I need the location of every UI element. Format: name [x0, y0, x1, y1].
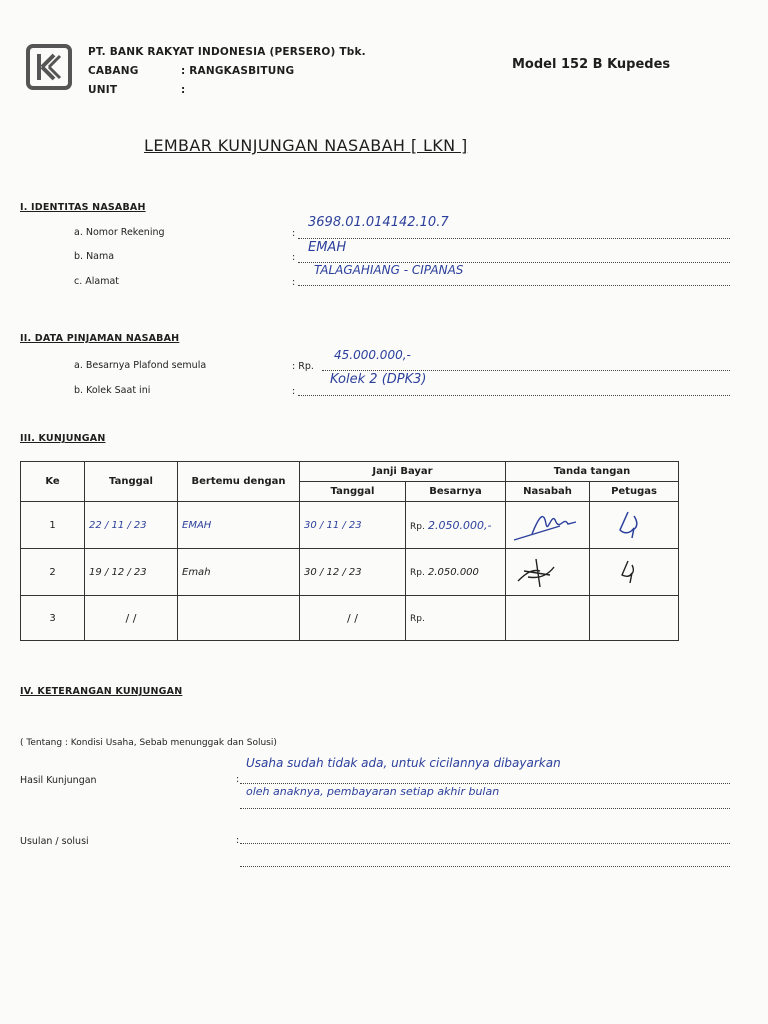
unit-label: UNIT	[88, 84, 118, 96]
cell-ke: 2	[21, 549, 85, 596]
nasabah-signature	[510, 504, 594, 544]
cell-janji-tanggal: / /	[300, 596, 406, 641]
section-pinjaman-heading: II. DATA PINJAMAN NASABAH	[20, 333, 180, 344]
col-ke: Ke	[21, 462, 85, 502]
table-row	[21, 502, 679, 549]
dotted-line	[322, 370, 730, 371]
cell-nasabah-signature	[506, 502, 590, 549]
petugas-signature	[594, 551, 674, 591]
colon: :	[236, 835, 240, 846]
rp-label: Rp.	[410, 521, 425, 532]
dotted-line	[298, 395, 730, 396]
table-row	[21, 596, 679, 641]
keterangan-note: ( Tentang : Kondisi Usaha, Sebab menunggak dan Solusi)	[20, 738, 277, 748]
label-kolek: b. Kolek Saat ini	[74, 385, 151, 396]
label-alamat: c. Alamat	[74, 276, 120, 287]
section-identitas-heading: I. IDENTITAS NASABAH	[20, 202, 146, 213]
cell-nasabah-signature	[506, 549, 590, 596]
besarnya-value: 2.050.000,-	[428, 518, 492, 532]
cabang-value: : RANGKASBITUNG	[181, 65, 295, 77]
label-plafond: a. Besarnya Plafond semula	[74, 360, 207, 371]
dotted-line	[240, 808, 730, 809]
unit-value: :	[181, 84, 186, 96]
col-janji-bayar: Janji Bayar	[300, 462, 506, 482]
col-petugas: Petugas	[590, 482, 679, 502]
section-kunjungan-heading: III. KUNJUNGAN	[20, 433, 106, 444]
cell-besarnya	[406, 549, 506, 596]
col-janji-besarnya: Besarnya	[406, 482, 506, 502]
cell-bertemu: EMAH	[178, 502, 300, 549]
dotted-line	[240, 843, 730, 844]
col-tanda-tangan: Tanda tangan	[506, 462, 679, 482]
colon: :	[292, 228, 296, 239]
cell-besarnya	[406, 596, 506, 641]
rp-label: Rp.	[410, 567, 425, 578]
hasil-line-1: Usaha sudah tidak ada, untuk cicilannya dibayarkan	[246, 756, 561, 770]
cell-besarnya	[406, 502, 506, 549]
besarnya-value: 2.050.000	[428, 566, 479, 578]
value-nomor-rekening: 3698.01.014142.10.7	[308, 215, 449, 230]
company-name: PT. BANK RAKYAT INDONESIA (PERSERO) Tbk.	[88, 46, 366, 58]
nasabah-signature	[510, 551, 594, 591]
table-row	[21, 549, 679, 596]
petugas-signature	[594, 504, 674, 544]
value-plafond: 45.000.000,-	[334, 348, 411, 362]
cell-bertemu	[178, 596, 300, 641]
value-alamat: TALAGAHIANG - CIPANAS	[314, 263, 464, 277]
rp-label: Rp.	[410, 613, 425, 624]
plafond-prefix: : Rp.	[292, 361, 314, 372]
cell-bertemu: Emah	[178, 549, 300, 596]
cell-ke: 3	[21, 596, 85, 641]
cell-janji-tanggal: 30 / 12 / 23	[300, 549, 406, 596]
dotted-line	[298, 238, 730, 239]
bri-logo	[26, 44, 72, 90]
hasil-line-2: oleh anaknya, pembayaran setiap akhir bulan	[246, 785, 500, 798]
col-nasabah: Nasabah	[506, 482, 590, 502]
label-hasil-kunjungan: Hasil Kunjungan	[20, 775, 97, 786]
dotted-line	[298, 285, 730, 286]
col-janji-tanggal: Tanggal	[300, 482, 406, 502]
kolek-prefix: :	[292, 386, 296, 397]
cell-tanggal: 19 / 12 / 23	[85, 549, 178, 596]
label-nama: b. Nama	[74, 251, 115, 262]
value-kolek: Kolek 2 (DPK3)	[330, 372, 427, 387]
cell-janji-tanggal: 30 / 11 / 23	[300, 502, 406, 549]
cell-tanggal: / /	[85, 596, 178, 641]
cell-tanggal: 22 / 11 / 23	[85, 502, 178, 549]
colon: :	[292, 277, 296, 288]
dotted-line	[240, 866, 730, 867]
colon: :	[292, 252, 296, 263]
colon: :	[236, 774, 240, 785]
cabang-label: CABANG	[88, 65, 139, 77]
value-nama: EMAH	[308, 240, 347, 255]
cell-nasabah-signature	[506, 596, 590, 641]
label-nomor-rekening: a. Nomor Rekening	[74, 227, 165, 238]
col-bertemu: Bertemu dengan	[178, 462, 300, 502]
cell-petugas-signature	[590, 549, 679, 596]
dotted-line	[240, 783, 730, 784]
page-title: LEMBAR KUNJUNGAN NASABAH [ LKN ]	[144, 136, 468, 155]
cell-petugas-signature	[590, 596, 679, 641]
cell-ke: 1	[21, 502, 85, 549]
col-tanggal: Tanggal	[85, 462, 178, 502]
label-usulan-solusi: Usulan / solusi	[20, 836, 89, 847]
section-keterangan-heading: IV. KETERANGAN KUNJUNGAN	[20, 686, 183, 697]
model-code: Model 152 B Kupedes	[512, 57, 671, 72]
visit-table	[20, 461, 679, 641]
cell-petugas-signature	[590, 502, 679, 549]
